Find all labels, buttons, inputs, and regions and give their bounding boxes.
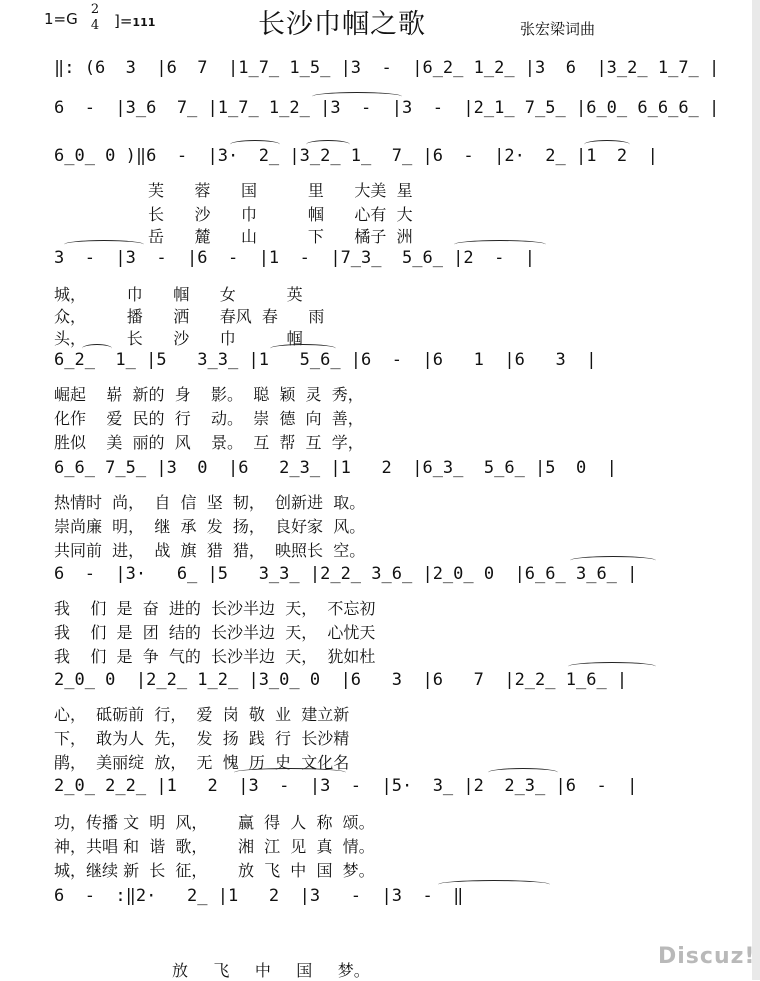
song-title: 长沙巾帼之歌 bbox=[258, 9, 426, 40]
notation-line: 6 - |3̲6 7̲ |1̲7̲ 1̲2̲ |3 - |3 - |2̲1̲ 7̲5̲ |6̲0̲ 6̲6̲6̲ | bbox=[54, 98, 720, 118]
notation-line: 2̲0̲ 0 |2̲2̲ 1̲2̲ |3̲0̲ 0 |6 3 |6 7 |2̲2̲ 1̲6̲ | bbox=[54, 670, 628, 690]
lyric-line: 热情时 尚， 自 信 坚 韧， 创新进 取。 bbox=[54, 493, 366, 512]
tempo-mark bbox=[114, 12, 155, 30]
notation-line: 6̲2̲ 1̲ |5 3̲3̲ |1 5̲6̲ |6 - |6 1 |6 3 | bbox=[54, 350, 597, 370]
tempo-value: 111 bbox=[132, 16, 156, 29]
lyric-line: 共同前 进， 战 旗 猎 猎， 映照长 空。 bbox=[54, 541, 366, 560]
slur bbox=[82, 344, 112, 353]
time-bottom: 4 bbox=[90, 18, 100, 33]
lyric-line: 鹃， 美丽绽 放， 无 愧 历 史 文化名 bbox=[54, 753, 350, 772]
notation-line: 6 - |3· 6̲ |5 3̲3̲ |2̲2̲ 3̲6̲ |2̲0̲ 0 |6̲6̲ 3̲6̲ | bbox=[54, 564, 638, 584]
slur bbox=[64, 240, 144, 249]
notation-line: 6̲6̲ 7̲5̲ |3 0 |6 2̲3̲ |1 2 |6̲3̲ 5̲6̲ |5 0 | bbox=[54, 458, 617, 478]
lyric-line: 岳 麓 山 下 橘子 洲 bbox=[148, 227, 413, 246]
lyric-line: 胜似 美 丽的 风 景。 互 帮 互 学， bbox=[54, 433, 364, 452]
notation-line: ‖: (6 3 |6 7 |1̲7̲ 1̲5̲ |3 - |6̲2̲ 1̲2̲ |3 6 |3̲2̲ 1̲7̲ | bbox=[54, 58, 720, 78]
slur bbox=[306, 140, 350, 149]
lyric-line: 崇尚廉 明， 继 承 发 扬， 良好家 风。 bbox=[54, 517, 366, 536]
lyric-line: 崛起 崭 新的 身 影。 聪 颖 灵 秀， bbox=[54, 385, 364, 404]
lyric-line: 下， 敢为人 先， 发 扬 践 行 长沙精 bbox=[54, 729, 350, 748]
lyric-line: 城，继续 新 长 征， 放 飞 中 国 梦。 bbox=[54, 861, 375, 880]
tempo-symbol: ]= bbox=[114, 12, 133, 30]
slur bbox=[270, 344, 336, 353]
notation-line: 2̲0̲ 2̲2̲ |1 2 |3 - |3 - |5· 3̲ |2 2̲3̲ |6 - | bbox=[54, 776, 638, 796]
lyric-line: 我 们 是 奋 进的 长沙半边 天， 不忘初 bbox=[54, 599, 376, 618]
ending-lyric: 放 飞 中 国 梦。 bbox=[172, 961, 370, 980]
time-signature bbox=[88, 2, 102, 34]
lyric-line: 芙 蓉 国 里 大美 星 bbox=[148, 181, 413, 200]
lyric-line: 化作 爱 民的 行 动。 崇 德 向 善， bbox=[54, 409, 364, 428]
lyric-line: 我 们 是 争 气的 长沙半边 天， 犹如杜 bbox=[54, 647, 376, 666]
slur bbox=[230, 140, 280, 149]
page-edge bbox=[752, 0, 760, 980]
lyric-line: 心， 砥砺前 行， 爱 岗 敬 业 建立新 bbox=[54, 705, 350, 724]
lyric-line: 众， 播 洒 春风 春 雨 bbox=[54, 307, 325, 326]
lyric-line: 功，传播 文 明 风， 赢 得 人 称 颂。 bbox=[54, 813, 375, 832]
notation-line: 3 - |3 - |6 - |1 - |7̲3̲ 5̲6̲ |2 - | bbox=[54, 248, 536, 268]
slur bbox=[438, 880, 550, 889]
slur bbox=[454, 240, 546, 249]
notation-line: 6 - :‖2· 2̲ |1 2 |3 - |3 - ‖ bbox=[54, 886, 464, 906]
lyric-line: 长 沙 巾 帼 心有 大 bbox=[148, 205, 413, 224]
lyric-line: 头， 长 沙 巾 帼 bbox=[54, 329, 303, 348]
watermark: Discuz! bbox=[658, 944, 756, 969]
lyric-line: 神，共唱 和 谐 歌， 湘 江 见 真 情。 bbox=[54, 837, 375, 856]
slur bbox=[568, 662, 656, 671]
lyric-line: 城， 巾 帼 女 英 bbox=[54, 285, 303, 304]
time-top: 2 bbox=[90, 2, 100, 17]
slur bbox=[570, 556, 656, 565]
slur bbox=[312, 92, 402, 101]
slur bbox=[584, 140, 630, 149]
slur bbox=[234, 768, 346, 777]
composer-credit: 张宏梁词曲 bbox=[520, 20, 596, 38]
key-signature: 1=G bbox=[44, 10, 78, 28]
notation-line: 6̲0̲ 0 )‖6 - |3· 2̲ |3̲2̲ 1̲ 7̲ |6 - |2· 2̲ |1 2 | bbox=[54, 146, 658, 166]
lyric-line: 我 们 是 团 结的 长沙半边 天， 心忧天 bbox=[54, 623, 376, 642]
slur bbox=[488, 768, 558, 777]
